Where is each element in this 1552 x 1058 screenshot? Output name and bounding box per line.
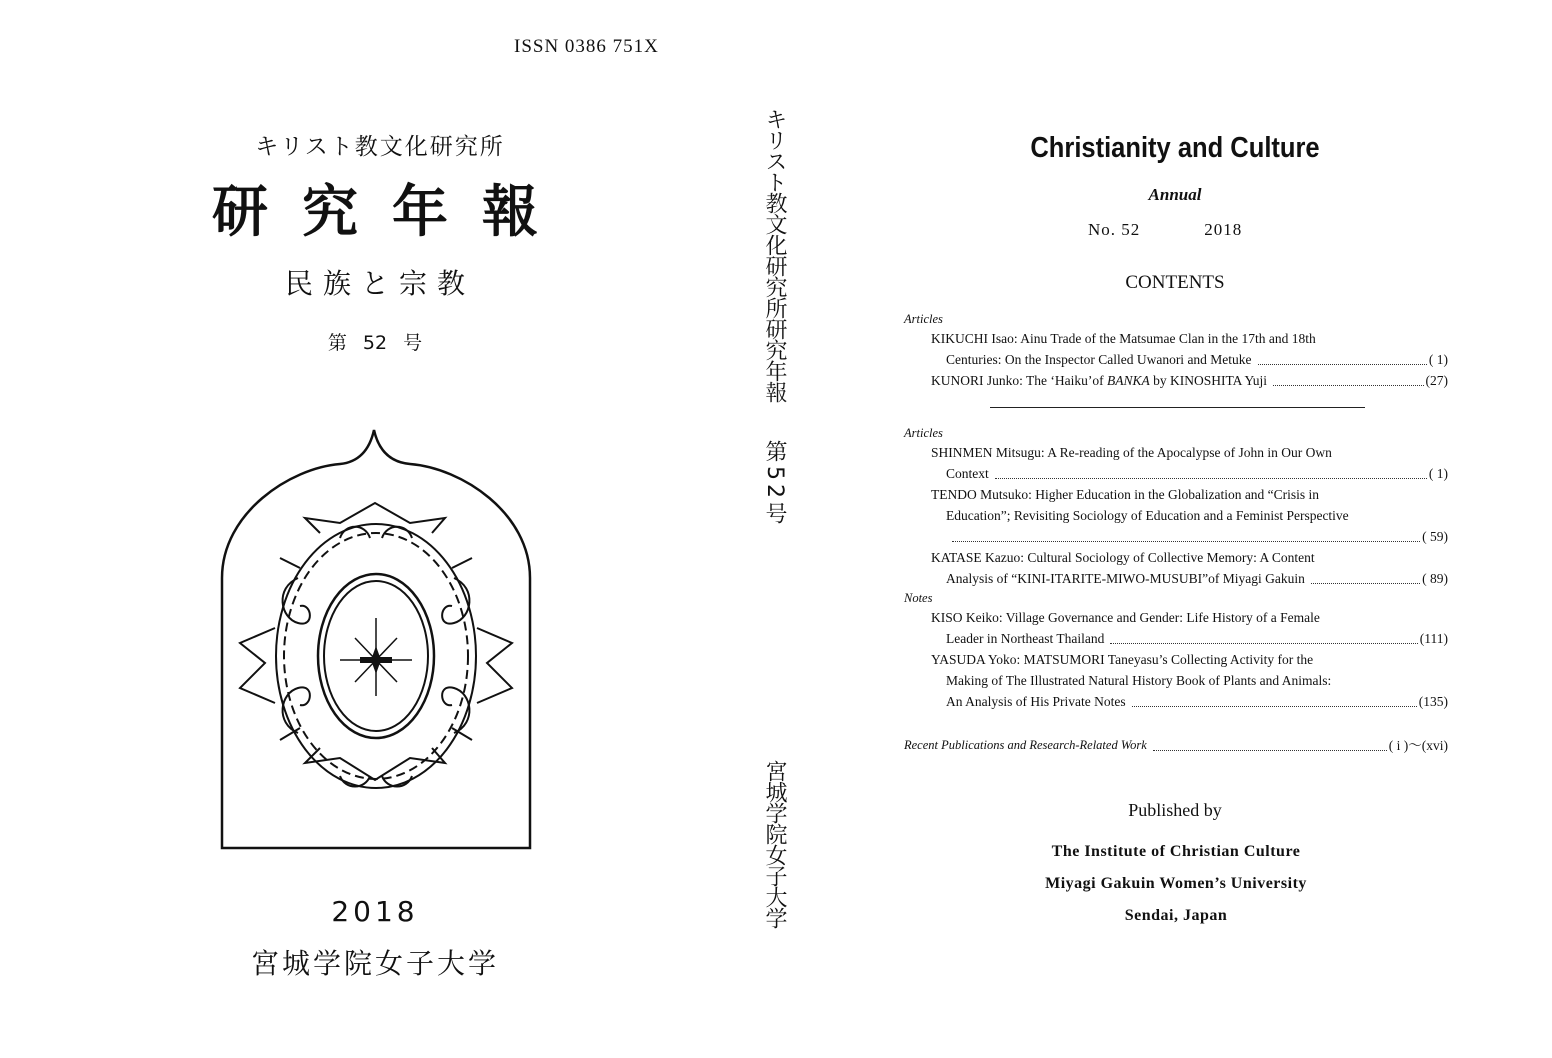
publisher-location: Sendai, Japan [1124, 907, 1228, 924]
toc-entry[interactable] [904, 547, 1448, 589]
entry-page: (135) [1418, 694, 1448, 709]
section-divider [990, 407, 1365, 408]
issue-number-jp: 第 52 号 [327, 332, 423, 354]
entry-title-line: Education”; Revisiting Sociology of Education and a Feminist Perspective [946, 508, 1349, 523]
leader-dots [952, 526, 1420, 542]
entry-title-line: An Analysis of His Private Notes [946, 694, 1126, 709]
issue-theme-jp: 民族と宗教 [284, 267, 475, 300]
university-name-jp: 宮城学院女子大学 [250, 947, 499, 980]
toc-entry[interactable] [904, 484, 1448, 547]
toc-entry[interactable] [904, 370, 1448, 391]
entry-page: ( 1) [1428, 466, 1448, 481]
publication-year: 2018 [331, 895, 419, 928]
entry-page: ( 1) [1428, 352, 1448, 367]
contents-heading: CONTENTS [1125, 272, 1225, 293]
toc-section-articles-2 [904, 424, 1448, 712]
leader-dots [1311, 568, 1420, 584]
toc-entry[interactable] [904, 442, 1448, 484]
issn-number: ISSN 0386 751X [514, 36, 659, 57]
entry-page: (27) [1425, 373, 1448, 388]
entry-page: ( i )～(xvi) [1388, 738, 1448, 753]
entry-title-line: KUNORI Junko: The ‘Haiku’of BANKA by KINOSHITA Yuji [931, 373, 1268, 388]
spine-issue: 第52号 [762, 440, 787, 528]
spine-title: キリスト教文化研究所研究年報 [762, 108, 787, 402]
section-label: Notes [904, 591, 933, 605]
leader-dots [1110, 628, 1417, 644]
toc-recent-publications[interactable] [904, 735, 1448, 756]
entry-title-line: KATASE Kazuo: Cultural Sociology of Collective Memory: A Content [931, 550, 1315, 565]
entry-page: ( 59) [1422, 529, 1448, 544]
entry-page: (111) [1419, 631, 1448, 646]
published-by-label: Published by [1128, 800, 1222, 820]
entry-title-line: Making of The Illustrated Natural History Book of Plants and Animals: [946, 673, 1332, 688]
entry-title-line: Analysis of “KINI-ITARITE-MIWO-MUSUBI”of Miyagi Gakuin [946, 571, 1305, 586]
entry-title-line: TENDO Mutsuko: Higher Education in the Globalization and “Crisis in [931, 487, 1320, 502]
entry-title-line: KIKUCHI Isao: Ainu Trade of the Matsumae Clan in the 17th and 18th [931, 331, 1316, 346]
toc-entry[interactable] [904, 328, 1448, 370]
leader-dots [1153, 735, 1387, 751]
toc-section-articles-1 [904, 310, 1448, 391]
institute-name-jp: キリスト教文化研究所 [255, 134, 505, 160]
toc-entry[interactable] [904, 607, 1448, 649]
entry-title-line: Centuries: On the Inspector Called Uwanori and Metuke [946, 352, 1252, 367]
leader-dots [1132, 691, 1417, 707]
issue-number: No. 52 [1088, 220, 1141, 239]
journal-title: Christianity and Culture [1030, 132, 1320, 164]
entry-title-line: KISO Keiko: Village Governance and Gender: Life History of a Female [931, 610, 1320, 625]
entry-page: ( 89) [1422, 571, 1448, 586]
entry-title-line: Leader in Northeast Thailand [946, 631, 1105, 646]
publisher-institute: The Institute of Christian Culture [1051, 843, 1301, 860]
leader-dots [1273, 370, 1423, 386]
entry-title-line: Context [946, 466, 989, 481]
toc-entry[interactable] [904, 649, 1448, 712]
recent-title: Recent Publications and Research-Related Work [904, 738, 1147, 752]
section-label: Articles [904, 426, 943, 440]
entry-title-line: SHINMEN Mitsugu: A Re-reading of the Apocalypse of John in Our Own [931, 445, 1332, 460]
leader-dots [995, 463, 1427, 479]
annual-report-title-jp: 研究年報 [212, 180, 572, 245]
journal-subtitle: Annual [1148, 185, 1202, 204]
leader-dots [1258, 349, 1427, 365]
issue-year: 2018 [1204, 220, 1243, 239]
publisher-university: Miyagi Gakuin Women’s University [1045, 875, 1307, 892]
section-label: Articles [904, 312, 943, 326]
issue-line [1088, 220, 1306, 240]
entry-title-line: YASUDA Yoko: MATSUMORI Taneyasu’s Collecting Activity for the [931, 652, 1314, 667]
spine-university: 宮城学院女子大学 [762, 760, 787, 928]
cover-emblem [220, 428, 532, 850]
